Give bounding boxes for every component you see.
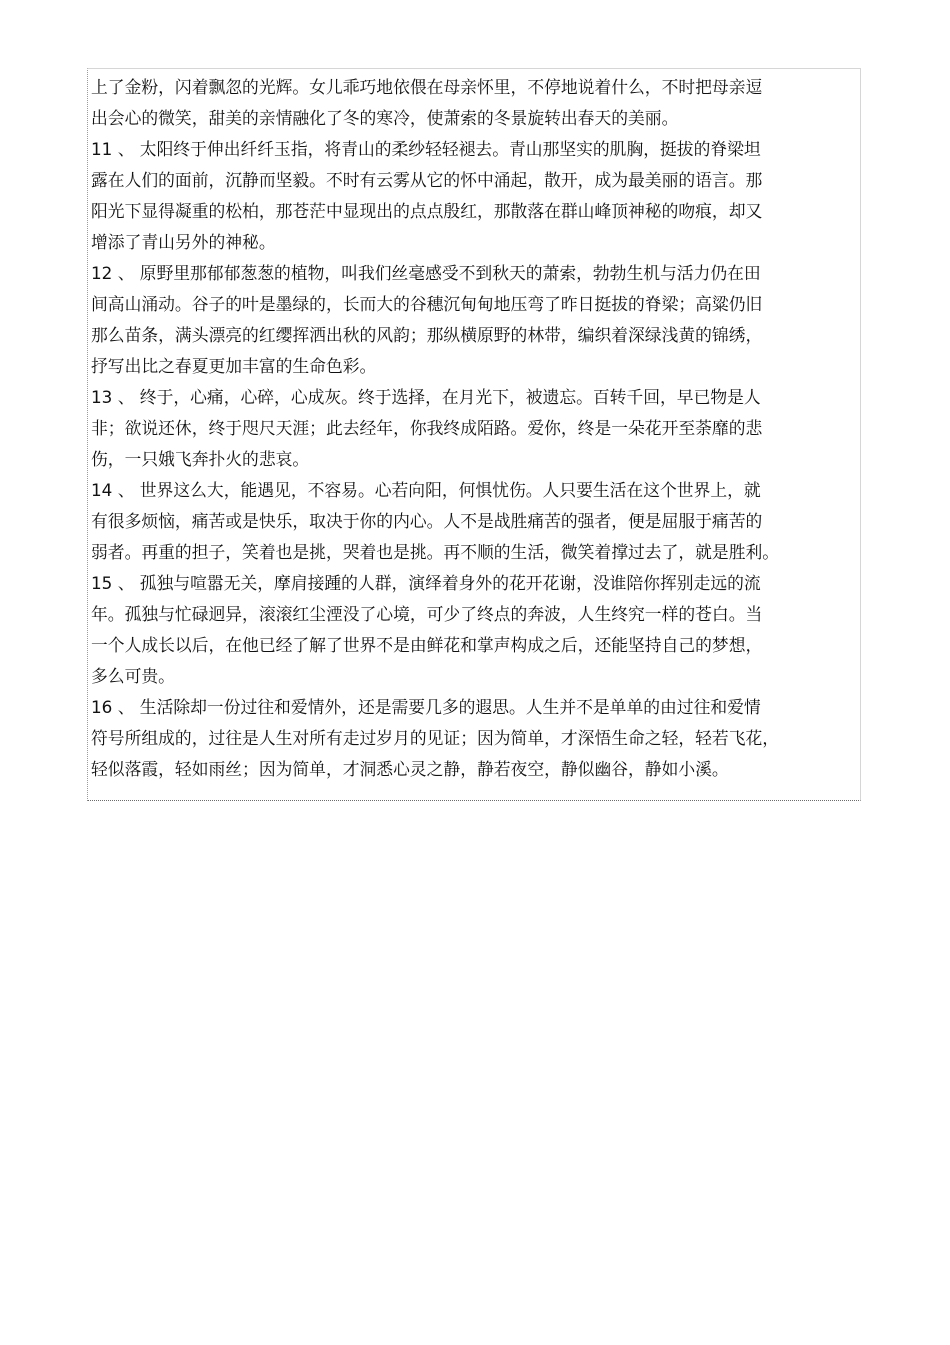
text-line: 年。孤独与忙碌迥异，滚滚红尘湮没了心境，可少了终点的奔波，人生终究一样的苍白。当 [91, 604, 763, 624]
text-line: 11 、 太阳终于伸出纤纤玉指，将青山的柔纱轻轻褪去。青山那坚实的肌胸，挺拔的脊梁坦 [91, 139, 761, 159]
text-line: 16 、 生活除却一份过往和爱情外，还是需要几多的遐思。人生并不是单单的由过往和爱情 [91, 697, 761, 717]
text-line: 那么苗条，满头漂亮的红缨挥洒出秋的风韵；那纵横原野的林带，编织着深绿浅黄的锦绣， [91, 325, 763, 345]
text-line: 多么可贵。 [91, 666, 175, 686]
text-line: 出会心的微笑，甜美的亲情融化了冬的寒冷，使萧索的冬景旋转出春天的美丽。 [91, 108, 679, 128]
text-line: 14 、 世界这么大，能遇见，不容易。心若向阳，何惧忧伤。人只要生活在这个世界上，就 [91, 480, 761, 500]
text-line: 轻似落霞，轻如雨丝；因为简单，才洞悉心灵之静，静若夜空，静似幽谷，静如小溪。 [91, 759, 729, 779]
text-line: 增添了青山另外的神秘。 [91, 232, 276, 252]
text-line: 露在人们的面前，沉静而坚毅。不时有云雾从它的怀中涌起，散开，成为最美丽的语言。那 [91, 170, 763, 190]
text-line: 有很多烦恼，痛苦或是快乐，取决于你的内心。人不是战胜痛苦的强者，便是屈服于痛苦的 [91, 511, 763, 531]
text-line: 一个人成长以后，在他已经了解了世界不是由鲜花和掌声构成之后，还能坚持自己的梦想， [91, 635, 763, 655]
text-line: 阳光下显得凝重的松柏，那苍茫中显现出的点点殷红，那散落在群山峰顶神秘的吻痕，却又 [91, 201, 763, 221]
text-line: 符号所组成的，过往是人生对所有走过岁月的见证；因为简单，才深悟生命之轻，轻若飞花， [91, 728, 780, 748]
document-text-box [87, 68, 861, 801]
text-line: 12 、 原野里那郁郁葱葱的植物，叫我们丝毫感受不到秋天的萧索，勃勃生机与活力仍在田 [91, 263, 761, 283]
text-line: 非；欲说还休，终于咫尺天涯；此去经年，你我终成陌路。爱你，终是一朵花开至荼靡的悲 [91, 418, 763, 438]
text-line: 15 、 孤独与喧嚣无关，摩肩接踵的人群，演绎着身外的花开花谢，没谁陪你挥别走远的流 [91, 573, 761, 593]
text-line: 伤，一只娥飞奔扑火的悲哀。 [91, 449, 310, 469]
text-line: 间高山涌动。谷子的叶是墨绿的，长而大的谷穗沉甸甸地压弯了昨日挺拔的脊梁；高粱仍旧 [91, 294, 763, 314]
text-line: 上了金粉，闪着飘忽的光辉。女儿乖巧地依偎在母亲怀里，不停地说着什么，不时把母亲逗 [91, 77, 763, 97]
text-line: 13 、 终于，心痛，心碎，心成灰。终于选择，在月光下，被遗忘。百转千回，早已物是人 [91, 387, 761, 407]
text-line: 抒写出比之春夏更加丰富的生命色彩。 [91, 356, 377, 376]
text-line: 弱者。再重的担子，笑着也是挑，哭着也是挑。再不顺的生活，微笑着撑过去了，就是胜利。 [91, 542, 780, 562]
